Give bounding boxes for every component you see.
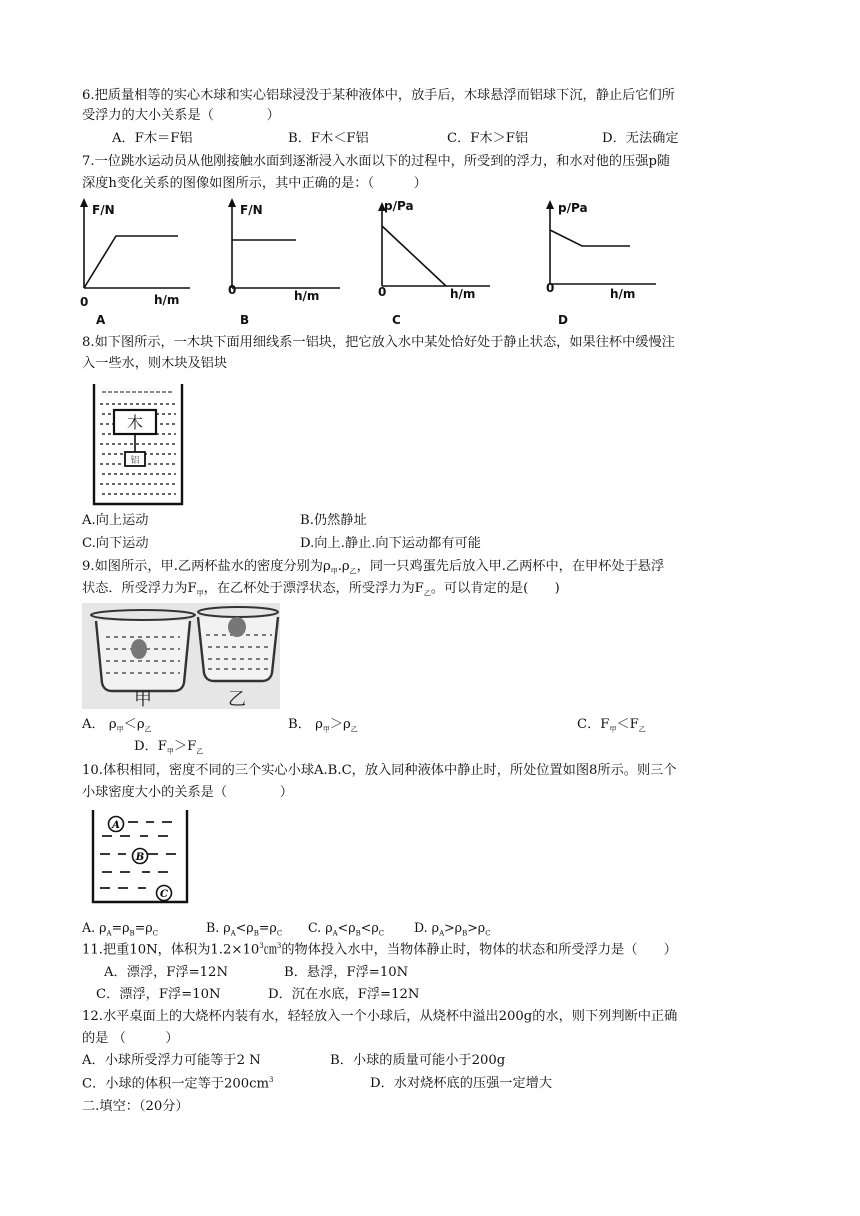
q9-cup2-label: 乙 bbox=[228, 689, 246, 709]
q9-cups-photo bbox=[82, 603, 280, 709]
q7-graph-a-ylabel: F/N bbox=[92, 203, 115, 217]
q7-stem-line2: 深度h变化关系的图像如图所示，其中正确的是：（ ） bbox=[82, 176, 427, 191]
q7-graph-c-letter: C bbox=[392, 313, 401, 327]
q7-graph-d-ylabel: p/Pa bbox=[558, 201, 588, 215]
q10-stem-line2: 小球密度大小的关系是（ ） bbox=[82, 785, 293, 800]
q7-graph-d-letter: D bbox=[558, 313, 568, 327]
q7-graph-a-xlabel: h/m bbox=[154, 293, 180, 307]
q7-graph-c-xlabel: h/m bbox=[450, 287, 476, 301]
q9-option-b: B． $\rho_甲>\rho_乙$ bbox=[288, 717, 358, 734]
q7-graph-b-letter: B bbox=[240, 313, 250, 327]
q8-option-d: D.向上.静止.向下运动都有可能 bbox=[300, 536, 481, 551]
q9-stem-line2: 状态．所受浮力为$F_甲$，在乙杯处于漂浮状态，所受浮力为$F_乙$。可以肯定的是( ) bbox=[82, 581, 560, 598]
q8-aluminum-label: 铝 bbox=[130, 456, 140, 466]
q7-graph-d-xlabel: h/m bbox=[610, 287, 636, 301]
q8-option-b: B.仍然静址 bbox=[300, 513, 367, 528]
q7-graph-b-ylabel: F/N bbox=[240, 203, 263, 217]
q7-graph-b bbox=[224, 196, 354, 328]
q12-option-b: B．小球的质量可能小于200g bbox=[330, 1053, 506, 1068]
q8-wood-label: 木 bbox=[126, 413, 144, 432]
q10-ball-b-label: B bbox=[135, 852, 145, 863]
q7-graph-c bbox=[374, 196, 504, 328]
q10-option-d: D. $\rho_A>\rho_B>\rho_C$ bbox=[414, 920, 491, 938]
q10-ball-a-label: A bbox=[112, 820, 120, 831]
q7-graph-a-origin: 0 bbox=[80, 295, 89, 309]
q7-graph-c-ylabel: p/Pa bbox=[384, 199, 414, 213]
q7-graph-a-letter: A bbox=[96, 313, 106, 327]
q6-stem-line2: 受浮力的大小关系是（ ） bbox=[82, 108, 280, 123]
q8-option-c: C.向下运动 bbox=[82, 536, 149, 551]
q7-graph-d bbox=[540, 196, 670, 328]
q7-graph-b-xlabel: h/m bbox=[294, 289, 320, 303]
q12-option-c: C．小球的体积一定等于$200cm^3$ bbox=[82, 1076, 274, 1092]
q8-stem-line1: 8.如下图所示，一木块下面用细线系一铝块，把它放入水中某处恰好处于静止状态，如果往杯中缓慢注 bbox=[82, 335, 675, 350]
q12-stem-line2: 的是 （ ） bbox=[82, 1031, 179, 1046]
q9-cup1-label: 甲 bbox=[134, 689, 152, 709]
q11-option-c: C．漂浮，F浮=10N bbox=[96, 987, 221, 1002]
q7-graph-c-origin: 0 bbox=[378, 285, 387, 299]
q10-option-a: A. $\rho_A=\rho_B=\rho_C$ bbox=[82, 920, 159, 938]
q12-option-a: A．小球所受浮力可能等于2 N bbox=[82, 1053, 261, 1068]
q12-stem-line1: 12.水平桌面上的大烧杯内装有水，轻轻放入一个小球后，从烧杯中溢出200g的水，则下列判断中正确 bbox=[82, 1009, 678, 1024]
q6-stem-line1: 6.把质量相等的实心木球和实心铝球浸没于某种液体中，放手后，木球悬浮而铝球下沉，静止后它们所 bbox=[82, 88, 675, 103]
q8-stem-line2: 入一些水，则木块及铝块 bbox=[82, 356, 228, 371]
q9-egg-cup1 bbox=[131, 639, 147, 659]
q10-stem-line1: 10.体积相同，密度不同的三个实心小球A.B.C，放入同种液体中静止时，所处位置如图8所示。则三个 bbox=[82, 763, 677, 778]
q11-option-d: D．沉在水底，F浮=12N bbox=[268, 987, 420, 1002]
q6-option-a: A．F木＝F铝 bbox=[112, 131, 193, 146]
q10-option-c: C. $\rho_A<\rho_B<\rho_C$ bbox=[308, 920, 385, 938]
q9-option-d: D．$F_甲>F_乙$ bbox=[134, 739, 204, 756]
q9-egg-cup2 bbox=[228, 617, 246, 637]
q8-beaker-figure bbox=[88, 380, 188, 508]
q10-container-figure bbox=[88, 808, 192, 908]
q8-option-a: A.向上运动 bbox=[82, 513, 149, 528]
q7-graph-d-origin: 0 bbox=[546, 281, 555, 295]
q6-option-c: C．F木＞F铝 bbox=[447, 131, 529, 146]
q12-option-d: D．水对烧杯底的压强一定增大 bbox=[370, 1076, 553, 1091]
q11-option-b: B．悬浮，F浮=10N bbox=[284, 965, 409, 980]
q11-stem-line1: 11.把重10N，体积为$1.2\times 10^3㎝^3$的物体投入水中，当物体静止时，物体的状态和所受浮力是（ ） bbox=[82, 942, 677, 958]
q9-stem-line1: 9.如图所示，甲.乙两杯盐水的密度分别为$\rho_甲.\rho_乙$，同一只鸡蛋先后放入甲.乙两杯中，在甲杯处于悬浮 bbox=[82, 559, 665, 576]
q6-option-b: B．F木＜F铝 bbox=[288, 131, 369, 146]
q6-option-d: D．无法确定 bbox=[602, 131, 679, 146]
q7-graph-b-origin: 0 bbox=[228, 283, 237, 297]
q7-stem-line1: 7.一位跳水运动员从他刚接触水面到逐渐浸入水面以下的过程中，所受到的浮力，和水对他的压强p随 bbox=[82, 154, 671, 169]
q10-ball-c-label: C bbox=[160, 889, 168, 900]
q9-option-a: A． $\rho_甲<\rho_乙$ bbox=[82, 717, 152, 734]
q7-graph-a bbox=[74, 196, 204, 328]
q10-option-b: B. $\rho_A<\rho_B=\rho_C$ bbox=[206, 920, 283, 938]
q11-option-a: A．漂浮，F浮=12N bbox=[104, 965, 228, 980]
q9-option-c: C．$F_甲<F_乙$ bbox=[577, 717, 646, 734]
section-2-heading: 二.填空：（20分） bbox=[82, 1099, 189, 1114]
